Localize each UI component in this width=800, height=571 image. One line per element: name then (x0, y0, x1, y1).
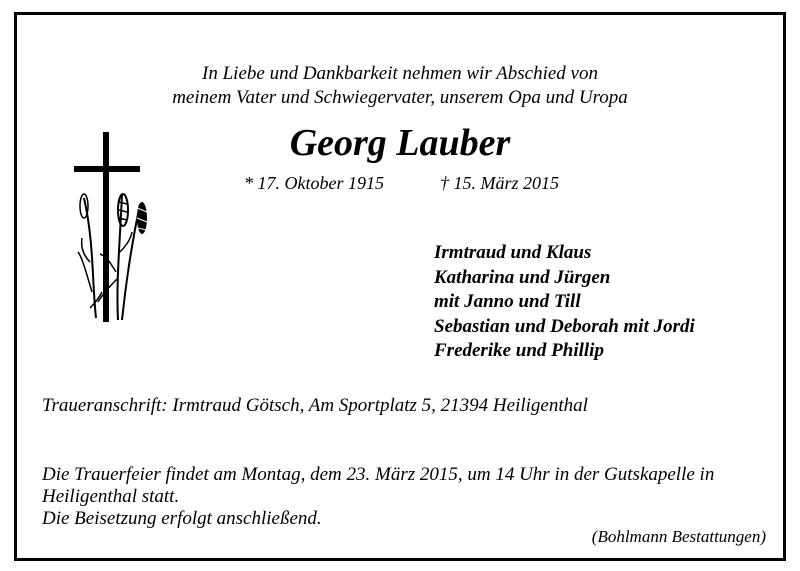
ceremony-info (42, 464, 772, 530)
deceased-name: Georg Lauber (289, 122, 511, 164)
mourner-line: mit Janno und Till (434, 291, 581, 312)
birth-date: * 17. Oktober 1915 (244, 173, 384, 193)
undertaker-name: (Bohlmann Bestattungen) (591, 527, 766, 546)
intro-line-1: In Liebe und Dankbarkeit nehmen wir Abschied von (202, 63, 598, 84)
ceremony-line-2: Heiligenthal statt. (42, 486, 180, 507)
mourners-list (434, 241, 695, 364)
death-date: † 15. März 2015 (440, 173, 560, 193)
ceremony-line-1: Die Trauerfeier findet am Montag, dem 23. März 2015, um 14 Uhr in der Gutskapelle in (42, 464, 715, 485)
ceremony-line-3: Die Beisetzung erfolgt anschließend. (42, 508, 322, 529)
intro-line-2: meinem Vater und Schwiegervater, unserem Opa und Uropa (172, 87, 628, 108)
condolence-address: Traueranschrift: Irmtraud Götsch, Am Sportplatz 5, 21394 Heiligenthal (42, 395, 588, 416)
mourner-line: Katharina und Jürgen (434, 266, 611, 288)
cross-with-wheat-icon (70, 132, 160, 322)
mourner-line: Frederike und Phillip (434, 340, 604, 361)
mourner-line: Irmtraud und Klaus (434, 242, 592, 263)
mourner-line: Sebastian und Deborah mit Jordi (434, 315, 695, 337)
